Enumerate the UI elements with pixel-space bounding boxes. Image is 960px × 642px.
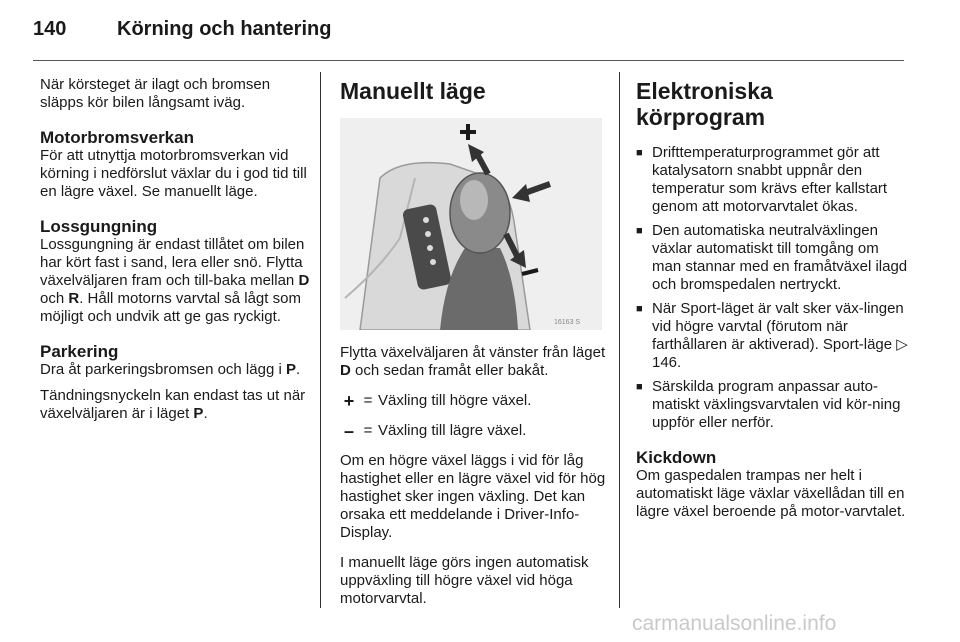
parkering-text: Dra åt parkeringsbromsen och lägg i P. xyxy=(40,361,301,378)
gear-selector-illustration xyxy=(340,118,602,330)
page-number: 140 xyxy=(33,18,67,40)
column-middle xyxy=(340,78,608,620)
page-title: Körning och hantering xyxy=(117,18,332,40)
legend-plus: + = Växling till högre växel. xyxy=(340,392,608,410)
gear-selector-drawing xyxy=(340,118,602,330)
list-item: ■ Drifttemperaturprogrammet gör att katalysatorn snabbt uppnår den temperatur som krävs efter kallstart genom att motorvarvtalet ökas. xyxy=(636,144,908,216)
figure-code: 16163 S xyxy=(554,319,581,326)
minus-icon: – xyxy=(343,421,354,441)
column-divider-1 xyxy=(320,72,321,608)
list-item: ■ När Sport-läget är valt sker väx-lingen vid högre varvtal (förutom när farthållaren är aktiverad). Sport-läge ▷ 146. xyxy=(636,300,908,372)
list-item: ■ Särskilda program anpassar auto-matiskt växlingsvarvtalen vid kör-ning uppför eller nerför. xyxy=(636,378,908,432)
kickdown-text: Om gaspedalen trampas ner helt i automatiskt läge växlar växellådan till en lägre växel beroende på motor-varvtalet. xyxy=(636,467,906,520)
legend-minus-text: Växling till lägre växel. xyxy=(378,422,527,439)
legend-plus-text: Växling till högre växel. xyxy=(378,392,532,409)
manuellt-lage-heading: Manuellt läge xyxy=(340,78,486,104)
intro-text: När körsteget är ilagt och bromsen släpps kör bilen långsamt iväg. xyxy=(40,76,271,111)
lossgungning-text: Lossgungning är endast tillåtet om bilen har kört fast i sand, lera eller snö. Flytta växelväljaren fram och till-baka mellan D och R. Håll motorns varvtal så lågt som möjligt och undvik att ge gas ryckigt. xyxy=(40,236,310,325)
lossgungning-heading: Lossgungning xyxy=(40,217,158,236)
motorbroms-text: För att utnyttja motorbromsverkan vid körning i nedförslut växlar du i god tid till en lägre växel. Se manuellt läge. xyxy=(40,147,307,200)
manual-para-1: Om en högre växel läggs i vid för låg hastighet eller en lägre växel vid för hög hastighet sker ingen växling. Det kan orsaka ett meddelande i Driver-Info-Display. xyxy=(340,452,606,541)
manual-para-2: I manuellt läge görs ingen automatisk uppväxling till högre växel vid höga motorvarvtal. xyxy=(340,554,589,607)
motorbroms-heading: Motorbromsverkan xyxy=(40,128,194,147)
tandning-text: Tändningsnyckeln kan endast tas ut när växelväljaren är i läget P. xyxy=(40,387,306,422)
legend-minus: – = Växling till lägre växel. xyxy=(340,422,608,440)
manual-instruction: Flytta växelväljaren åt vänster från läget D och sedan framåt eller bakåt. xyxy=(340,344,606,379)
parkering-heading: Parkering xyxy=(40,342,119,361)
list-item: ■ Den automatiska neutralväxlingen växlar automatiskt till tomgång om man stannar med en framåtväxel ilagd och bromspedalen nertryckt. xyxy=(636,222,908,294)
column-left xyxy=(40,76,310,435)
plus-icon: + xyxy=(343,391,355,411)
page-header xyxy=(33,18,913,46)
watermark: carmanualsonline.info xyxy=(632,612,837,635)
korprogram-heading: Elektroniska körprogram xyxy=(636,78,773,130)
kickdown-heading: Kickdown xyxy=(636,448,717,467)
column-right xyxy=(636,78,908,533)
column-divider-2 xyxy=(619,72,620,608)
korprogram-list xyxy=(636,144,908,432)
header-rule xyxy=(33,60,904,61)
